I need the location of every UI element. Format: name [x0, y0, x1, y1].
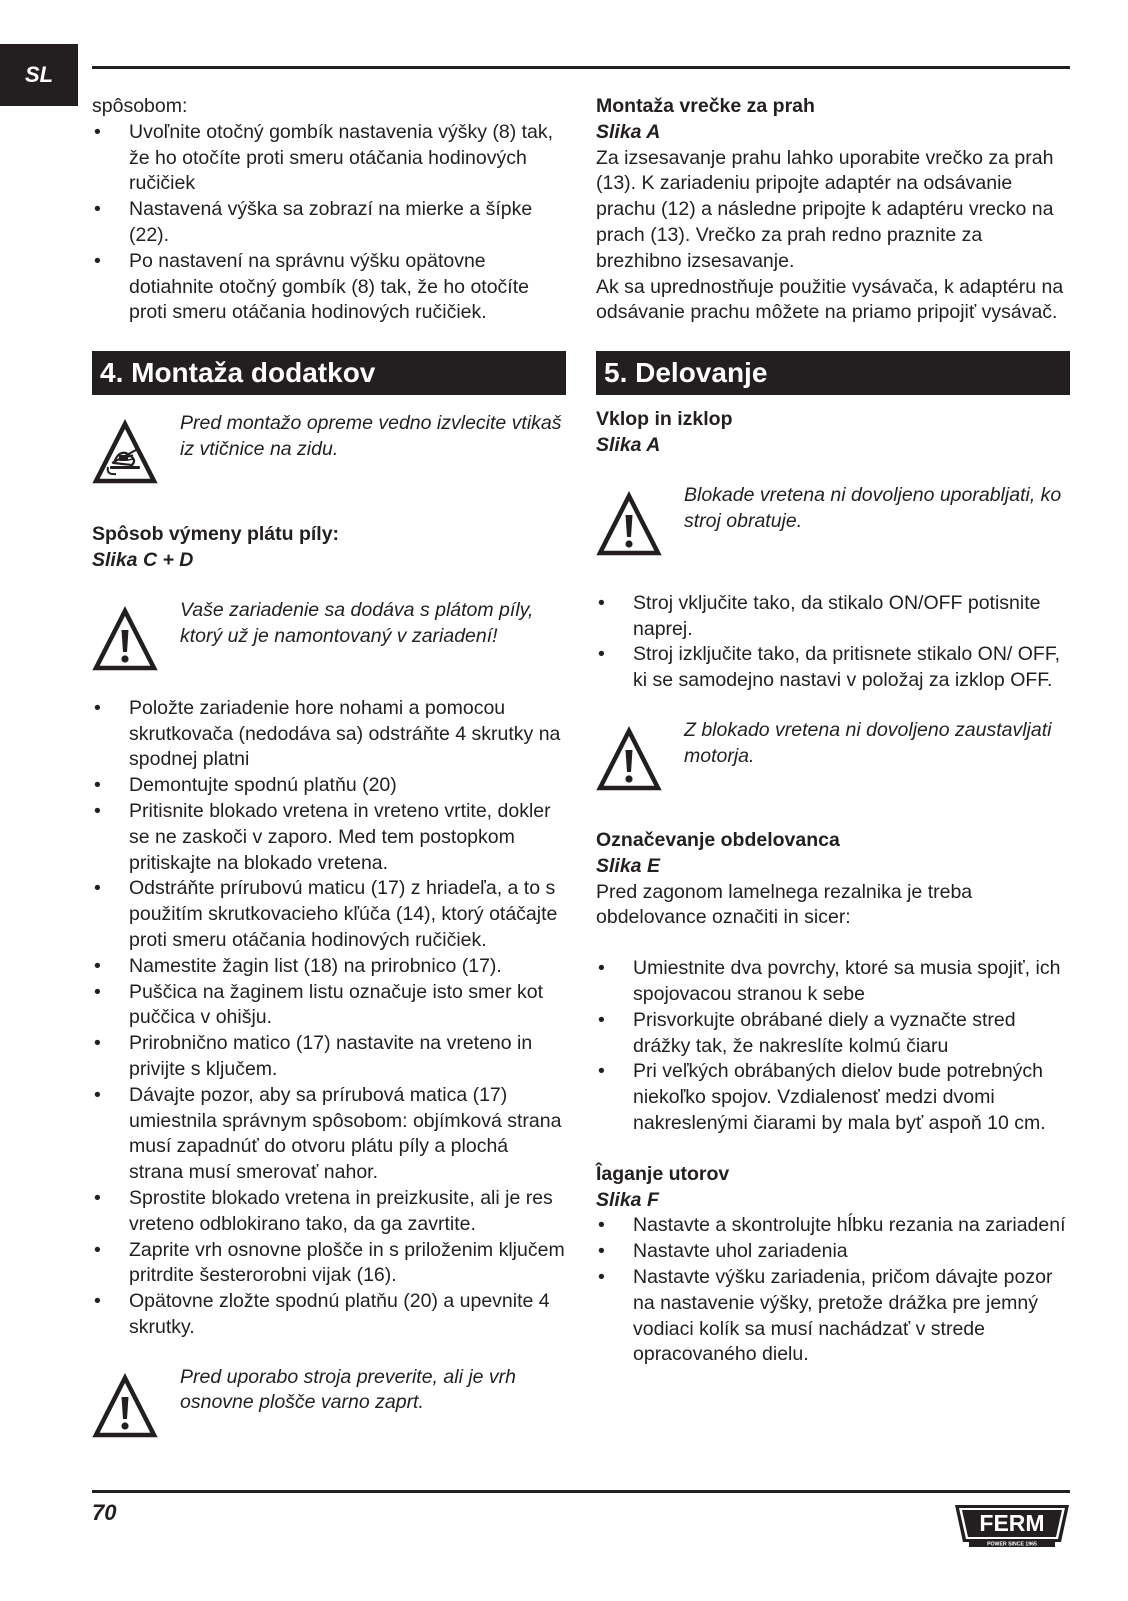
blade-warning	[92, 598, 566, 672]
language-tab: SL	[0, 44, 78, 106]
spindle-warning-2-text: Z blokado vretena ni dovoljeno zaustavljati motorja.	[684, 718, 1052, 767]
final-warning-text: Pred uporabo stroja preverite, ali je vrh osnovne plošče varno zaprt.	[180, 1365, 517, 1414]
list-item: • Nastavená výška sa zobrazí na mierke a šípke (22).	[92, 197, 566, 249]
ferm-logo	[953, 1502, 1071, 1548]
list-item: • Odstráňte prírubovú maticu (17) z hriadeľa, a to s použitím skrutkovacieho kľúča (14), ktorý otáčajte proti smeru otáčania hodinových ručičiek.	[92, 876, 566, 953]
top-rule	[92, 66, 1070, 69]
unplug-warning-icon	[92, 419, 158, 485]
list-item: • Umiestnite dva povrchy, ktoré sa musia spojiť, ich spojovacou stranou k sebe	[596, 956, 1070, 1008]
page-number: 70	[92, 1500, 117, 1525]
warning-icon	[92, 606, 158, 672]
list-item: • Položte zariadenie hore nohami a pomocou skrutkovača (nedodáva sa) odstráňte 4 skrutky na spodnej platni	[92, 696, 566, 773]
list-item: • Opätovne zložte spodnú platňu (20) a upevnite 4 skrutky.	[92, 1289, 566, 1341]
list-item: • Zaprite vrh osnovne plošče in s priloženim ključem pritrdite šesterorobni vijak (16).	[92, 1238, 566, 1290]
groove-figure-ref: Slika F	[596, 1188, 659, 1211]
list-item: • Po nastavení na správnu výšku opätovne dotiahnite otočný gombík (8) tak, že ho otočíte proti smeru otáčania hodinových ručičiek.	[92, 249, 566, 326]
plug-warning-text: Pred montažo opreme vedno izvlecite vtikaš iz vtičnice na zidu.	[180, 412, 562, 460]
list-item: • Nastavte výšku zariadenia, pričom dávajte pozor na nastavenie výšky, pretože drážka pre jemný vodiaci kolík sa musí nachádzať v strede opracovaného dielu.	[596, 1265, 1070, 1368]
list-item: • Namestite žagin list (18) na prirobnico (17).	[92, 954, 566, 980]
section-title-delovanje: 5. Delovanje	[596, 351, 1070, 395]
spindle-warning-2	[596, 718, 1070, 792]
blade-warning-text: Vaše zariadenie sa dodáva s plátom píly, ktorý už je namontovaný v zariadení!	[180, 598, 534, 647]
dust-figure-ref: Slika A	[596, 120, 661, 143]
spindle-warning-1	[596, 483, 1070, 557]
left-column	[92, 94, 566, 1439]
svg-text:POWER SINCE 1965: POWER SINCE 1965	[987, 1541, 1037, 1548]
warning-icon	[92, 1373, 158, 1439]
svg-text:FERM: FERM	[979, 1510, 1045, 1536]
groove-heading: Îaganje utorov	[596, 1162, 730, 1185]
dust-paragraph-2: Ak sa uprednostňuje použitie vysávača, k adaptéru na odsávanie prachu môžete na priamo pripojiť vysávač.	[596, 275, 1064, 324]
switch-heading: Vklop in izklop	[596, 408, 733, 431]
list-item: • Nastavte uhol zariadenia	[596, 1239, 1070, 1265]
section-title-montaza: 4. Montaža dodatkov	[92, 351, 566, 395]
marking-heading: Označevanje obdelovanca	[596, 828, 840, 851]
groove-list	[596, 1213, 1070, 1368]
intro-text: spôsobom:	[92, 95, 188, 117]
list-item: • Pritisnite blokado vretena in vreteno vrtite, dokler se ne zaskoči v zaporo. Med tem postopkom pritiskajte na blokado vretena.	[92, 799, 566, 876]
list-item: • Sprostite blokado vretena in preizkusite, ali je res vreteno odblokirano tako, da ga zavrtite.	[92, 1186, 566, 1238]
list-item: • Stroj izključite tako, da pritisnete stikalo ON/ OFF, ki se samodejno nastavi v položaj za izklop OFF.	[596, 642, 1070, 694]
list-item: • Pri veľkých obrábaných dielov bude potrebných niekoľko spojov. Vzdialenosť medzi dvomi nakreslenými čiarami by mala byť aspoň 10 cm.	[596, 1059, 1070, 1136]
intro-list	[92, 120, 566, 326]
list-item: • Nastavte a skontrolujte hĺbku rezania na zariadení	[596, 1213, 1070, 1239]
switch-list	[596, 591, 1070, 694]
list-item: • Prisvorkujte obrábané diely a vyznačte stred drážky tak, že nakreslíte kolmú čiaru	[596, 1008, 1070, 1060]
list-item: • Dávajte pozor, aby sa prírubová matica (17) umiestnila správnym spôsobom: objímková strana musí zapadnúť do otvoru plátu píly a plochá strana musí smerovať nahor.	[92, 1083, 566, 1186]
blade-steps-list	[92, 696, 566, 1341]
switch-figure-ref: Slika A	[596, 433, 661, 456]
marking-list	[596, 956, 1070, 1137]
right-column	[596, 94, 1070, 1368]
final-warning	[92, 1365, 566, 1439]
spindle-warning-1-text: Blokade vretena ni dovoljeno uporabljati, ko stroj obratuje.	[684, 483, 1062, 532]
warning-icon	[596, 491, 662, 557]
list-item: • Demontujte spodnú platňu (20)	[92, 773, 566, 799]
plug-warning	[92, 411, 566, 485]
marking-paragraph: Pred zagonom lamelnega rezalnika je treba obdelovance označiti in sicer:	[596, 880, 973, 929]
list-item: • Stroj vključite tako, da stikalo ON/OFF potisnite naprej.	[596, 591, 1070, 643]
bottom-rule	[92, 1490, 1070, 1493]
list-item: • Prirobnično matico (17) nastavite na vreteno in privijte s ključem.	[92, 1031, 566, 1083]
warning-icon	[596, 726, 662, 792]
list-item: • Uvoľnite otočný gombík nastavenia výšky (8) tak, že ho otočíte proti smeru otáčania hodinových ručičiek	[92, 120, 566, 197]
dust-bag-heading: Montaža vrečke za prah	[596, 95, 815, 117]
dust-paragraph-1: Za izsesavanje prahu lahko uporabite vrečko za prah (13). K zariadeniu pripojte adaptér na odsávanie prachu (12) a následne pripojte k adaptéru vrecko na prach (13). Vrečko za prah redno praznite za brezhibno izsesavanje.	[596, 146, 1054, 272]
marking-figure-ref: Slika E	[596, 854, 660, 877]
list-item: • Puščica na žaginem listu označuje isto smer kot puččica v ohišju.	[92, 980, 566, 1032]
blade-figure-ref: Slika C + D	[92, 548, 194, 571]
blade-heading: Spôsob výmeny plátu píly:	[92, 523, 340, 546]
